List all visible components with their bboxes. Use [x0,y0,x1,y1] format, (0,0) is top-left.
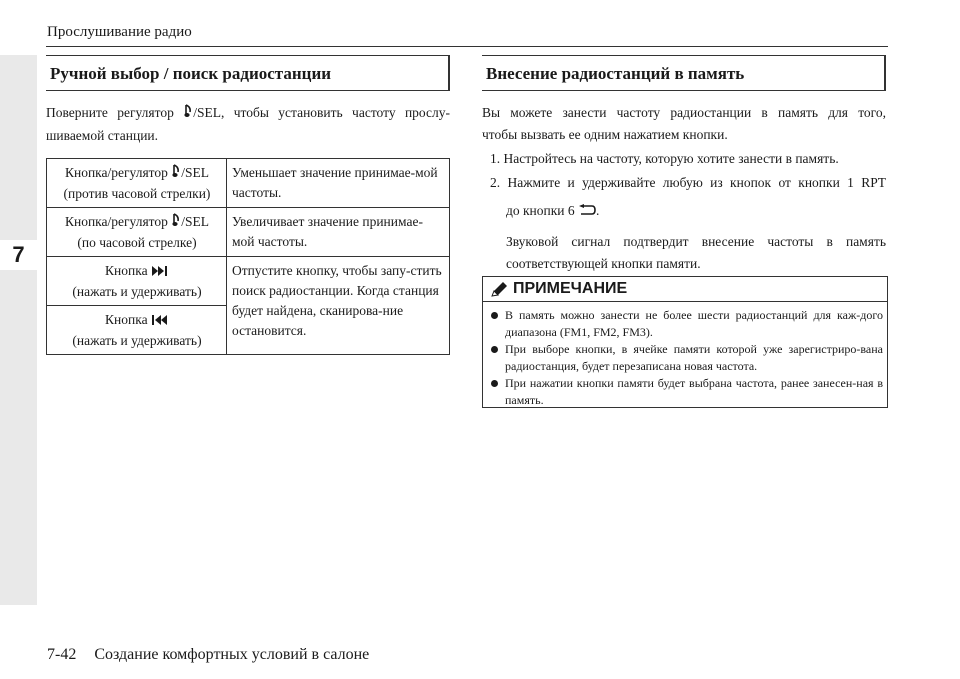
fast-forward-icon [151,262,169,282]
intro-text-start: Поверните регулятор [46,105,174,120]
pencil-icon [490,281,508,304]
chapter-sidebar [0,55,37,605]
note-item [491,341,883,375]
bullet-icon [491,380,498,387]
chapter-tab: 7 [0,240,37,270]
note-item-text: При выборе кнопки, в ячейке памяти которой уже зарегистриро-вана радиостанция, будет перезаписана новая частота. [505,342,883,373]
music-note-icon [183,103,193,125]
memory-intro-line-1: Вы можете занести частоту радиостанции в память для того, [482,105,886,120]
heading-end-bar [884,56,886,90]
rewind-icon [151,311,169,331]
note-header [483,277,887,302]
memory-intro-line-2: чтобы вызвать ее одним нажатием кнопки. [482,127,728,142]
control-sub: (по часовой стрелке) [77,234,197,250]
control-label: Кнопка [105,262,148,278]
music-note-icon [171,213,181,233]
intro-line-1 [46,102,450,125]
control-suffix: /SEL [181,165,210,180]
step-1: 1. Настройтесь на частоту, которую хотите занести в память. [490,151,839,166]
control-cell [47,256,227,305]
section-heading-memory [482,55,886,91]
bullet-icon [491,346,498,353]
description-cell: Увеличивает значение принимае-мой частоты. [227,207,450,256]
section-title: Ручной выбор / поиск радиостанции [50,64,332,83]
section-title: Внесение радиостанций в память [486,64,745,83]
control-cell [47,305,227,354]
header-rule [46,46,888,47]
note-item [491,375,883,409]
note-item-text: При нажатии кнопки памяти будет выбрана частота, ранее занесен-ная в память. [505,376,883,407]
step-2-end: . [596,203,600,218]
running-head: Прослушивание радио [47,24,192,40]
confirm-line-2: соответствующей кнопки памяти. [506,255,701,271]
control-sub: (нажать и удерживать) [72,283,202,299]
page-footer [47,646,369,664]
note-item-text: В память можно занести не более шести радиостанций для каж-дого диапазона (FM1, FM2, FM3). [505,308,883,339]
section-heading-manual-tuning [46,55,450,91]
intro-text-end: /SEL, чтобы установить частоту прослу- [193,105,450,120]
page-number: 7-42 [47,646,77,663]
confirm-line-1: Звуковой сигнал подтвердит внесение частоты в память [506,233,886,249]
controls-table [46,158,450,355]
table-row [47,256,450,305]
description-cell: Отпустите кнопку, чтобы запу-стить поиск радиостанции. Когда станция будет найдена, сканирова-ние остановится. [227,256,450,354]
music-note-icon [171,164,181,184]
footer-section-title: Создание комфортных условий в салоне [94,646,370,663]
bullet-icon [491,312,498,319]
step-2-cont-text: до кнопки 6 [506,203,575,218]
return-arrow-icon [578,201,596,223]
control-sub: (нажать и удерживать) [72,332,202,348]
table-row [47,207,450,256]
memory-intro [482,102,886,146]
note-title: ПРИМЕЧАНИЕ [513,280,628,297]
control-label: Кнопка/регулятор [64,213,168,229]
table-row [47,159,450,208]
control-label: Кнопка/регулятор [64,165,168,180]
description-cell: Уменьшает значение принимае-мой частоты. [227,159,450,208]
control-label: Кнопка [105,311,148,327]
control-sub: (против часовой стрелки) [63,185,211,201]
control-cell [47,159,227,208]
step-2-continued [506,200,886,223]
intro-line-2: шиваемой станции. [46,127,159,143]
note-box [482,276,888,408]
step-2: 2. Нажмите и удерживайте любую из кнопок от кнопки 1 RPT [490,175,886,190]
control-cell [47,207,227,256]
intro-paragraph [46,102,450,147]
note-item [491,307,883,341]
control-suffix: /SEL [181,213,210,229]
heading-end-bar [448,56,450,90]
steps-list [490,148,886,275]
